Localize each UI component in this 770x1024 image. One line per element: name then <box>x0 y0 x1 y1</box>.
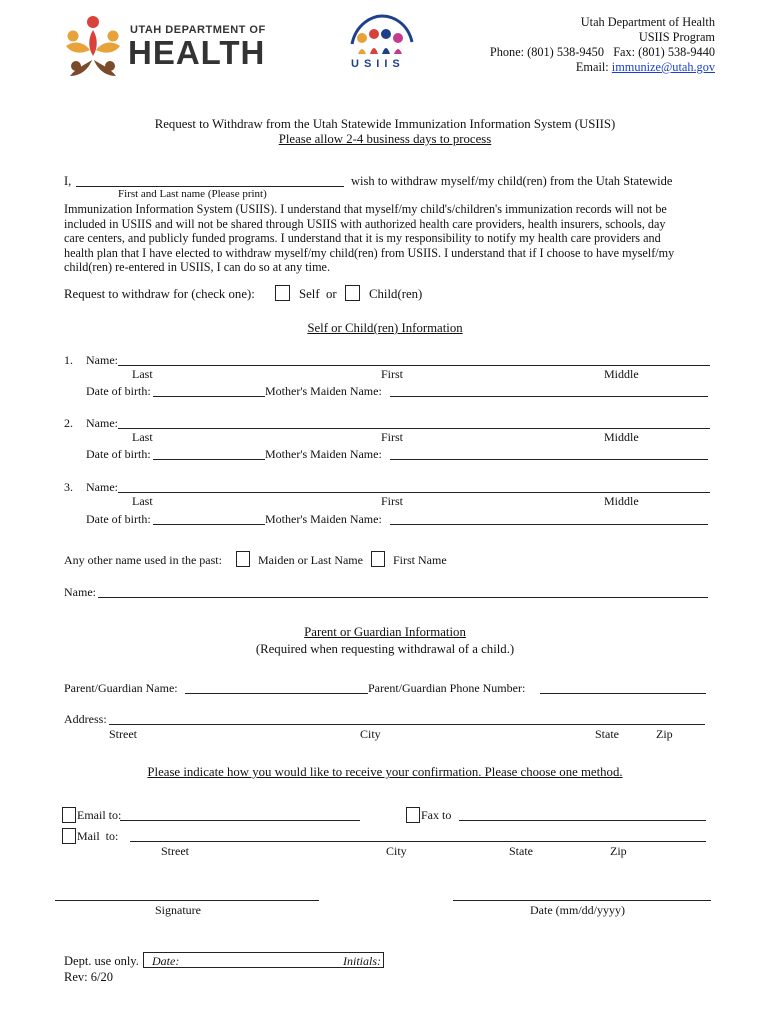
entry-name-label: Name: <box>86 480 118 494</box>
fax-checkbox[interactable] <box>406 807 420 823</box>
entry-dob-line[interactable] <box>153 524 265 525</box>
dept-initials-label: Initials: <box>343 954 381 968</box>
entry-maiden-label: Mother's Maiden Name: <box>265 384 382 398</box>
requester-name-line[interactable] <box>76 186 344 187</box>
parent-phone-label: Parent/Guardian Phone Number: <box>368 681 526 695</box>
mail-state-caption: State <box>509 844 533 858</box>
entry-name-line[interactable] <box>118 365 710 366</box>
dept-use-label: Dept. use only. <box>64 954 139 968</box>
contact-org: Utah Department of Health <box>580 15 715 29</box>
email-to-label: Email to: <box>77 808 122 822</box>
contact-block <box>490 15 715 75</box>
mail-city-caption: City <box>386 844 407 858</box>
logo-text-bottom: HEALTH <box>128 34 266 71</box>
address-label: Address: <box>64 712 107 726</box>
withdraw-for-label: Request to withdraw for (check one): <box>64 287 255 301</box>
form-title: Request to Withdraw from the Utah Statewide Immunization Information System (USIIS) <box>154 117 616 131</box>
logo-text-top: UTAH DEPARTMENT OF <box>130 24 266 36</box>
statement-line: included in USIIS and will not be shared through USIIS with authorized health care providers, health insurers, schools, day <box>64 216 666 231</box>
address-city-caption: City <box>360 727 381 741</box>
info-section-heading: Self or Child(ren) Information <box>307 321 463 335</box>
date-label: Date (mm/dd/yyyy) <box>530 903 625 917</box>
entry-maiden-line[interactable] <box>390 396 708 397</box>
children-checkbox[interactable] <box>345 285 360 301</box>
entry-number: 1. <box>64 353 73 367</box>
entry-dob-line[interactable] <box>153 459 265 460</box>
first-name-option: First Name <box>393 553 447 567</box>
entry-first-caption: First <box>381 430 404 444</box>
revision-label: Rev: 6/20 <box>64 970 113 984</box>
entry-maiden-line[interactable] <box>390 459 708 460</box>
entry-first-caption: First <box>381 367 404 381</box>
mail-zip-caption: Zip <box>610 844 627 858</box>
statement-line: child(ren) re-entered in USIIS, I can do so at any time. <box>64 260 331 275</box>
contact-phone-fax: Phone: (801) 538-9450 Fax: (801) 538-9440 <box>489 45 715 59</box>
entry-name-line[interactable] <box>118 428 710 429</box>
parent-name-line[interactable] <box>185 693 368 694</box>
statement-prefix: I, <box>64 174 72 188</box>
statement-line: care centers, and publicly funded programs. I understand that it is my responsibility to notify my health care providers and <box>64 231 661 246</box>
statement-line: health plan that I have elected to withdraw myself/my child(ren) from USIIS. I understand that if I choose to have myself/my <box>64 245 675 260</box>
entry-name-line[interactable] <box>118 492 710 493</box>
address-street-caption: Street <box>109 727 137 741</box>
entry-middle-caption: Middle <box>604 494 639 508</box>
self-option-label: Self <box>299 287 320 301</box>
usiis-logo-text: USIIS <box>351 58 405 70</box>
address-line[interactable] <box>109 724 705 725</box>
contact-email-label: Email: <box>575 60 609 74</box>
parent-section-heading: Parent or Guardian Information <box>304 625 466 639</box>
confirmation-heading: Please indicate how you would like to receive your confirmation. Please choose one method. <box>147 765 623 779</box>
fax-to-label: Fax to <box>421 808 452 822</box>
entry-name-label: Name: <box>86 353 118 367</box>
health-logo-icon <box>62 14 124 78</box>
statement-paragraph <box>64 202 714 275</box>
entry-dob-label: Date of birth: <box>86 447 151 461</box>
self-checkbox[interactable] <box>275 285 290 301</box>
entry-last-caption: Last <box>132 367 153 381</box>
parent-section-subheading: (Required when requesting withdrawal of a child.) <box>255 642 515 656</box>
other-name-line[interactable] <box>98 597 708 598</box>
entry-first-caption: First <box>381 494 404 508</box>
requester-name-caption: First and Last name (Please print) <box>118 188 267 200</box>
entry-maiden-label: Mother's Maiden Name: <box>265 512 382 526</box>
entry-last-caption: Last <box>132 494 153 508</box>
statement-suffix: wish to withdraw myself/my child(ren) from the Utah Statewide <box>351 174 673 188</box>
maiden-name-checkbox[interactable] <box>236 551 250 567</box>
utah-health-logo <box>62 14 267 78</box>
signature-line[interactable] <box>55 900 319 901</box>
or-label: or <box>326 287 337 301</box>
entry-number: 3. <box>64 480 73 494</box>
mail-to-label: Mail to: <box>77 829 119 843</box>
contact-program: USIIS Program <box>638 30 715 44</box>
other-name-label-2: Name: <box>64 585 96 599</box>
contact-email-link[interactable]: immunize@utah.gov <box>611 60 715 74</box>
entry-dob-label: Date of birth: <box>86 512 151 526</box>
parent-phone-line[interactable] <box>540 693 706 694</box>
contact-email-row <box>490 60 715 75</box>
parent-name-label: Parent/Guardian Name: <box>64 681 178 695</box>
fax-to-line[interactable] <box>459 820 706 821</box>
date-line[interactable] <box>453 900 711 901</box>
maiden-name-option: Maiden or Last Name <box>258 553 363 567</box>
entry-name-label: Name: <box>86 416 118 430</box>
signature-label: Signature <box>155 903 201 917</box>
entry-maiden-line[interactable] <box>390 524 708 525</box>
mail-checkbox[interactable] <box>62 828 76 844</box>
address-state-caption: State <box>595 727 619 741</box>
dept-use-box <box>143 952 384 968</box>
mail-street-caption: Street <box>161 844 189 858</box>
email-to-line[interactable] <box>120 820 360 821</box>
email-checkbox[interactable] <box>62 807 76 823</box>
children-option-label: Child(ren) <box>369 287 423 301</box>
entry-middle-caption: Middle <box>604 367 639 381</box>
usiis-logo-icon <box>346 14 418 58</box>
entry-last-caption: Last <box>132 430 153 444</box>
entry-dob-label: Date of birth: <box>86 384 151 398</box>
dept-date-label: Date: <box>152 954 180 968</box>
statement-line: Immunization Information System (USIIS). I understand that myself/my child's/children's immunization records will not be <box>64 202 667 216</box>
other-name-label: Any other name used in the past: <box>64 553 222 567</box>
mail-to-line[interactable] <box>130 841 706 842</box>
usiis-logo <box>346 14 418 74</box>
entry-number: 2. <box>64 416 73 430</box>
form-subtitle: Please allow 2-4 business days to process <box>278 132 492 146</box>
entry-dob-line[interactable] <box>153 396 265 397</box>
entry-maiden-label: Mother's Maiden Name: <box>265 447 382 461</box>
address-zip-caption: Zip <box>656 727 673 741</box>
first-name-checkbox[interactable] <box>371 551 385 567</box>
entry-middle-caption: Middle <box>604 430 639 444</box>
